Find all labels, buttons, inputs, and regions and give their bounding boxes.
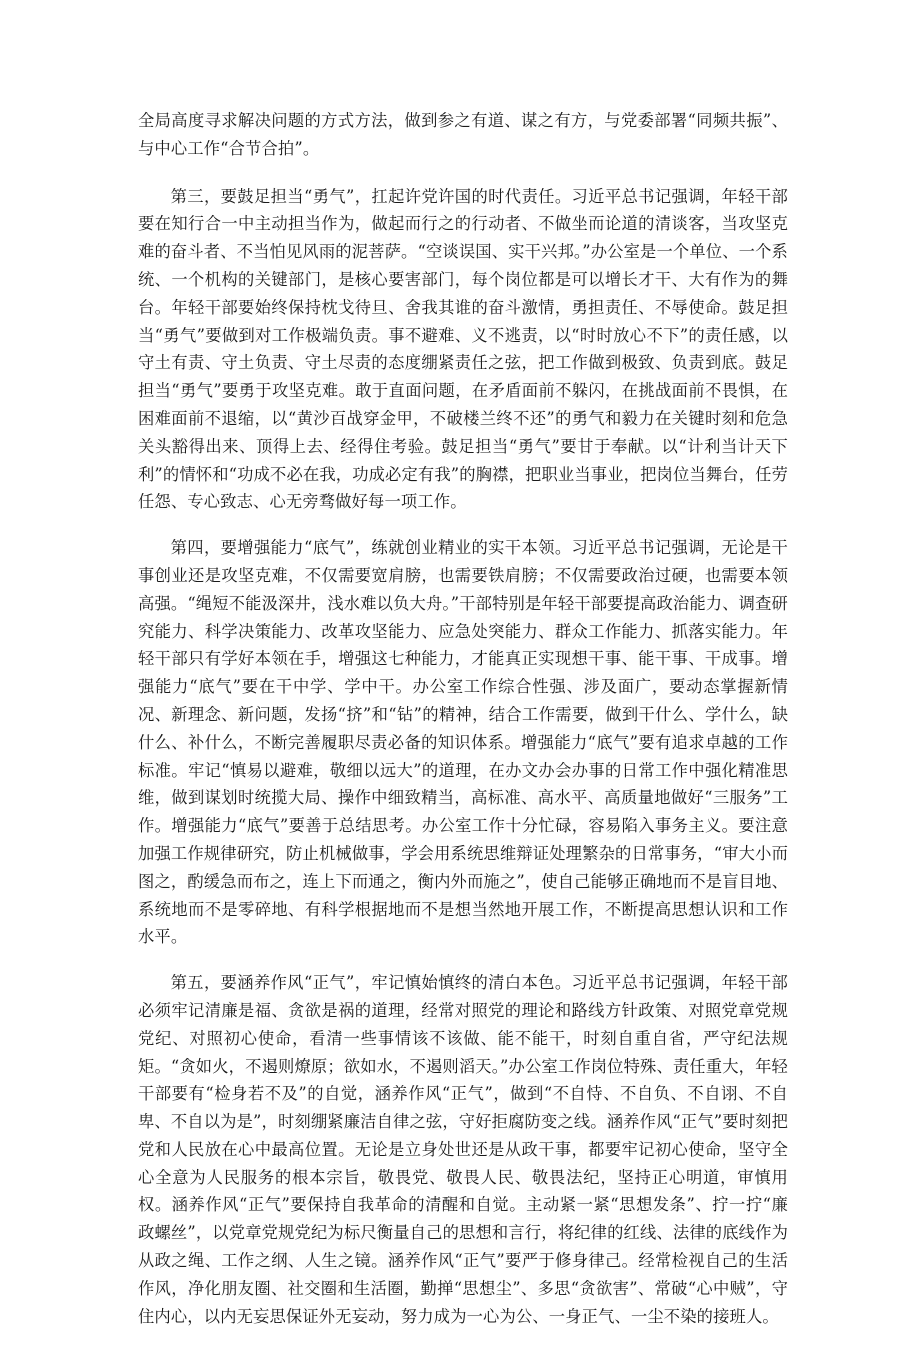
paragraph-integrity: 第五，要涵养作风“正气”，牢记慎始慎终的清白本色。习近平总书记强调，年轻干部必须牢记清廉是福、贪欲是祸的道理，经常对照党的理论和路线方针政策、对照党章党规党纪、对照初心使命，看清一些事情该不该做、能不能干，时刻自重自省，严守纪法规矩。“贪如火，不遏则燎原；欲如水，不遏则滔天。”办公室工作岗位特殊、责任重大，年轻干部要有“检身若不及”的自觉，涵养作风“正气”，做到“不自恃、不自负、不自诩、不自卑、不自以为是”，时刻绷紧廉洁自律之弦，守好拒腐防变之线。涵养作风“正气”要时刻把党和人民放在心中最高位置。无论是立身处世还是从政干事，都要牢记初心使命，坚守全心全意为人民服务的根本宗旨，敬畏党、敬畏人民、敬畏法纪，坚持正心明道，审慎用权。涵养作风“正气”要保持自我革命的清醒和自觉。主动紧一紧“思想发条”、拧一拧“廉政螺丝”，以党章党规党纪为标尺衡量自己的思想和言行，将纪律的红线、法律的底线作为从政之绳、工作之纲、人生之镜。涵养作风“正气”要严于修身律己。经常检视自己的生活作风，净化朋友圈、社交圈和生活圈，勤掸“思想尘”、多思“贪欲害”、常破“心中贼”，守住内心，以内无妄思保证外无妄动，努力成为一心为公、一身正气、一尘不染的接班人。	[138, 973, 788, 1326]
paragraph-ability: 第四，要增强能力“底气”，练就创业精业的实干本领。习近平总书记强调，无论是干事创业还是攻坚克难，不仅需要宽肩膀，也需要铁肩膀；不仅需要政治过硬，也需要本领高强。“绳短不能汲深井，浅水难以负大舟。”干部特别是年轻干部要提高政治能力、调查研究能力、科学决策能力、改革攻坚能力、应急处突能力、群众工作能力、抓落实能力。年轻干部只有学好本领在手，增强这七种能力，才能真正实现想干事、能干事、干成事。增强能力“底气”要在干中学、学中干。办公室工作综合性强、涉及面广，要动态掌握新情况、新理念、新问题，发扬“挤”和“钻”的精神，结合工作需要，做到干什么、学什么，缺什么、补什么，不断完善履职尽责必备的知识体系。增强能力“底气”要有追求卓越的工作标准。牢记“慎易以避难，敬细以远大”的道理，在办文办会办事的日常工作中强化精准思维，做到谋划时统揽大局、操作中细致精当，高标准、高水平、高质量地做好“三服务”工作。增强能力“底气”要善于总结思考。办公室工作十分忙碌，容易陷入事务主义。要注意加强工作规律研究，防止机械做事，学会用系统思维辩证处理繁杂的日常事务，“审大小而图之，酌缓急而布之，连上下而通之，衡内外而施之”，使自己能够正确地而不是盲目地、系统地而不是零碎地、有科学根据地而不是想当然地开展工作，不断提高思想认识和工作水平。	[138, 538, 788, 947]
paragraph-continuation: 全局高度寻求解决问题的方式方法，做到参之有道、谋之有方，与党委部署“同频共振”、与中心工作“合节合拍”。	[138, 111, 788, 158]
document-page	[138, 107, 788, 1348]
paragraph-courage: 第三，要鼓足担当“勇气”，扛起许党许国的时代责任。习近平总书记强调，年轻干部要在知行合一中主动担当作为，做起而行之的行动者、不做坐而论道的清谈客，当攻坚克难的奋斗者、不当怕见风雨的泥菩萨。“空谈误国、实干兴邦。”办公室是一个单位、一个系统、一个机构的关键部门，是核心要害部门，每个岗位都是可以增长才干、大有作为的舞台。年轻干部要始终保持枕戈待旦、舍我其谁的奋斗激情，勇担责任、不辱使命。鼓足担当“勇气”要做到对工作极端负责。事不避难、义不逃责，以“时时放心不下”的责任感，以守土有责、守土负责、守土尽责的态度绷紧责任之弦，把工作做到极致、负责到底。鼓足担当“勇气”要勇于攻坚克难。敢于直面问题，在矛盾面前不躲闪，在挑战面前不畏惧，在困难面前不退缩，以“黄沙百战穿金甲，不破楼兰终不还”的勇气和毅力在关键时刻和危急关头豁得出来、顶得上去、经得住考验。鼓足担当“勇气”要甘于奉献。以“计利当计天下利”的情怀和“功成不必在我，功成必定有我”的胸襟，把职业当事业，把岗位当舞台，任劳任怨、专心致志、心无旁骛做好每一项工作。	[138, 186, 788, 512]
